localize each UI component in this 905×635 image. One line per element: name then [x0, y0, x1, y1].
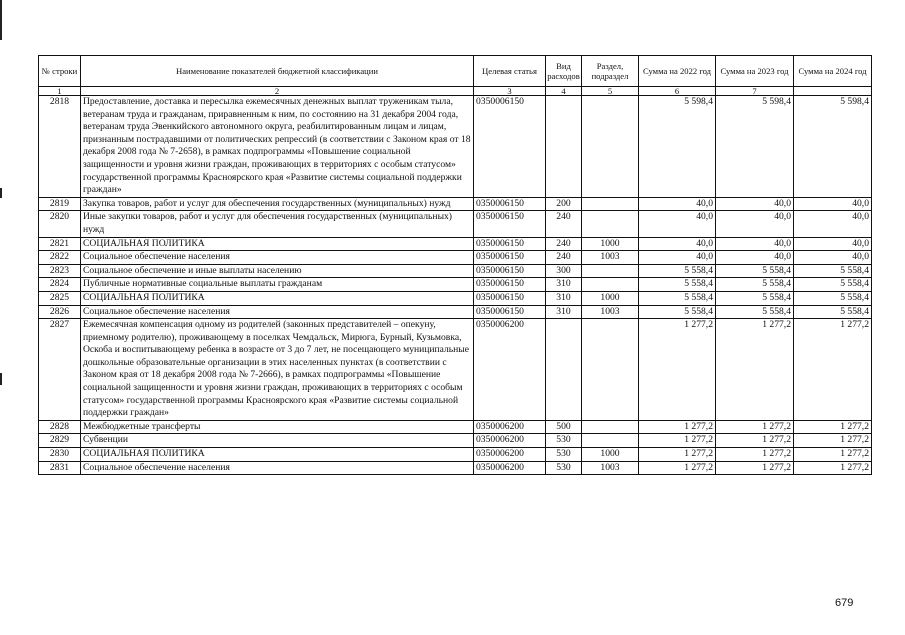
row-name: Социальное обеспечение населения: [81, 305, 474, 319]
table-row: [39, 264, 872, 278]
row-name: Закупка товаров, работ и услуг для обеспечения государственных (муниципальных) нужд: [81, 197, 474, 211]
sum-2023: 40,0: [716, 197, 794, 211]
sum-2024: 40,0: [794, 197, 872, 211]
column-number: [794, 87, 872, 96]
table-row: [39, 251, 872, 265]
header-target: Целевая статья: [474, 56, 546, 87]
sum-2023: 5 598,4: [716, 96, 794, 198]
section-code: [582, 278, 639, 292]
target-code: 0350006150: [474, 251, 546, 265]
column-number: 6: [639, 87, 716, 96]
expense-type: 530: [546, 448, 582, 462]
sum-2022: 40,0: [639, 211, 716, 237]
header-sum-2022: Сумма на 2022 год: [639, 56, 716, 87]
section-code: 1000: [582, 448, 639, 462]
expense-type: [546, 319, 582, 421]
section-code: [582, 264, 639, 278]
section-code: [582, 319, 639, 421]
sum-2023: 5 558,4: [716, 305, 794, 319]
sum-2022: 1 277,2: [639, 319, 716, 421]
expense-type: 310: [546, 305, 582, 319]
table-row: [39, 291, 872, 305]
expense-type: 310: [546, 278, 582, 292]
sum-2022: 5 558,4: [639, 305, 716, 319]
row-number: 2826: [39, 305, 81, 319]
sum-2023: 1 277,2: [716, 420, 794, 434]
target-code: 0350006150: [474, 305, 546, 319]
sum-2023: 1 277,2: [716, 434, 794, 448]
expense-type: [546, 96, 582, 198]
expense-type: 240: [546, 211, 582, 237]
row-number: 2823: [39, 264, 81, 278]
section-code: 1003: [582, 461, 639, 475]
sum-2024: 1 277,2: [794, 461, 872, 475]
column-number: 5: [582, 87, 639, 96]
row-name: Ежемесячная компенсация одному из родителей (законных представителей – опекуну, приемному родителю), проживающему в поселках Чемдальск, Мирюга, Бурный, Кузьмовка, Оскоба и воспитывающему ребенка в возрасте от 3 до 7 лет, не посещающего муниципальные дошкольные образовательные организации в этих населенных пунктах (в соответствии с Законом края от 18 декабря 2008 года № 7-2666), в рамках подпрограммы «Повышение социальной защищенности и уровня жизни граждан, проживающих в территориях с особым статусом» государственной программы Красноярского края «Развитие системы социальной поддержки граждан»: [81, 319, 474, 421]
header-sum-2023: Сумма на 2023 год: [716, 56, 794, 87]
expense-type: 310: [546, 291, 582, 305]
table-row: [39, 448, 872, 462]
sum-2022: 5 558,4: [639, 291, 716, 305]
header-sum-2024: Сумма на 2024 год: [794, 56, 872, 87]
sum-2024: 1 277,2: [794, 448, 872, 462]
column-number: 2: [81, 87, 474, 96]
target-code: 0350006200: [474, 420, 546, 434]
sum-2023: 40,0: [716, 251, 794, 265]
header-name: Наименование показателей бюджетной классификации: [81, 56, 474, 87]
row-number: 2829: [39, 434, 81, 448]
section-code: [582, 96, 639, 198]
expense-type: 530: [546, 461, 582, 475]
sum-2022: 40,0: [639, 237, 716, 251]
sum-2023: 1 277,2: [716, 319, 794, 421]
sum-2024: 40,0: [794, 237, 872, 251]
target-code: 0350006150: [474, 264, 546, 278]
section-code: 1003: [582, 251, 639, 265]
section-code: 1000: [582, 291, 639, 305]
sum-2024: 1 277,2: [794, 434, 872, 448]
expense-type: 240: [546, 237, 582, 251]
row-number: 2820: [39, 211, 81, 237]
row-name: СОЦИАЛЬНАЯ ПОЛИТИКА: [81, 237, 474, 251]
row-number: 2830: [39, 448, 81, 462]
row-number: 2831: [39, 461, 81, 475]
sum-2023: 1 277,2: [716, 448, 794, 462]
target-code: 0350006200: [474, 461, 546, 475]
scan-edge-mark: [0, 188, 2, 198]
expense-type: 500: [546, 420, 582, 434]
header-section: Раздел, подраздел: [582, 56, 639, 87]
column-number-row: [39, 87, 872, 96]
sum-2023: 40,0: [716, 237, 794, 251]
section-code: [582, 434, 639, 448]
table-row: [39, 197, 872, 211]
sum-2022: 1 277,2: [639, 434, 716, 448]
column-number: 4: [546, 87, 582, 96]
target-code: 0350006200: [474, 319, 546, 421]
sum-2024: 5 558,4: [794, 291, 872, 305]
scan-edge-mark: [0, 373, 2, 385]
row-name: Социальное обеспечение населения: [81, 251, 474, 265]
sum-2022: 5 558,4: [639, 278, 716, 292]
header-expense-type: Вид расходов: [546, 56, 582, 87]
header-row: [39, 56, 872, 87]
row-name: Субвенции: [81, 434, 474, 448]
row-name: СОЦИАЛЬНАЯ ПОЛИТИКА: [81, 448, 474, 462]
sum-2023: 40,0: [716, 211, 794, 237]
sum-2024: 40,0: [794, 251, 872, 265]
expense-type: 200: [546, 197, 582, 211]
sum-2022: 40,0: [639, 197, 716, 211]
scan-edge-mark: [0, 0, 2, 40]
target-code: 0350006200: [474, 434, 546, 448]
target-code: 0350006150: [474, 211, 546, 237]
row-number: 2821: [39, 237, 81, 251]
sum-2024: 1 277,2: [794, 420, 872, 434]
table-row: [39, 434, 872, 448]
row-number: 2819: [39, 197, 81, 211]
sum-2022: 1 277,2: [639, 420, 716, 434]
sum-2024: 40,0: [794, 211, 872, 237]
budget-table: [38, 55, 872, 475]
section-code: 1000: [582, 237, 639, 251]
sum-2023: 5 558,4: [716, 278, 794, 292]
sum-2023: 5 558,4: [716, 264, 794, 278]
sum-2024: 5 558,4: [794, 278, 872, 292]
row-name: Социальное обеспечение населения: [81, 461, 474, 475]
target-code: 0350006200: [474, 448, 546, 462]
sum-2024: 5 598,4: [794, 96, 872, 198]
table-row: [39, 461, 872, 475]
target-code: 0350006150: [474, 237, 546, 251]
target-code: 0350006150: [474, 291, 546, 305]
table-row: [39, 278, 872, 292]
sum-2023: 5 558,4: [716, 291, 794, 305]
sum-2024: 1 277,2: [794, 319, 872, 421]
page-number: 679: [835, 597, 854, 609]
row-number: 2818: [39, 96, 81, 198]
row-name: Предоставление, доставка и пересылка ежемесячных денежных выплат труженикам тыла, ветеранам труда и гражданам, приравненным к ним, по состоянию на 31 декабря 2004 года, ветеранам труда Эвенкийского автономного округа, реабилитированным лицам и лицам, признанным пострадавшими от политических репрессий (в соответствии с Законом края от 18 декабря 2008 года № 7-2658), в рамках подпрограммы «Повышение социальной защищенности и уровня жизни граждан, проживающих в территориях с особым статусом» государственной программы Красноярского края «Развитие системы социальной поддержки граждан»: [81, 96, 474, 198]
column-number: 1: [39, 87, 81, 96]
table-row: [39, 420, 872, 434]
section-code: [582, 197, 639, 211]
row-name: СОЦИАЛЬНАЯ ПОЛИТИКА: [81, 291, 474, 305]
sum-2023: 1 277,2: [716, 461, 794, 475]
sum-2022: 5 558,4: [639, 264, 716, 278]
table-row: [39, 305, 872, 319]
target-code: 0350006150: [474, 96, 546, 198]
target-code: 0350006150: [474, 278, 546, 292]
target-code: 0350006150: [474, 197, 546, 211]
row-name: Иные закупки товаров, работ и услуг для обеспечения государственных (муниципальных) нужд: [81, 211, 474, 237]
expense-type: 530: [546, 434, 582, 448]
sum-2022: 1 277,2: [639, 461, 716, 475]
table-row: [39, 96, 872, 198]
table-row: [39, 211, 872, 237]
row-name: Межбюджетные трансферты: [81, 420, 474, 434]
sum-2024: 5 558,4: [794, 264, 872, 278]
table-row: [39, 237, 872, 251]
sum-2024: 5 558,4: [794, 305, 872, 319]
header-row-num: № строки: [39, 56, 81, 87]
row-name: Публичные нормативные социальные выплаты гражданам: [81, 278, 474, 292]
section-code: [582, 420, 639, 434]
row-number: 2827: [39, 319, 81, 421]
table-row: [39, 319, 872, 421]
row-number: 2825: [39, 291, 81, 305]
expense-type: 300: [546, 264, 582, 278]
row-number: 2828: [39, 420, 81, 434]
row-name: Социальное обеспечение и иные выплаты населению: [81, 264, 474, 278]
sum-2022: 40,0: [639, 251, 716, 265]
sum-2022: 1 277,2: [639, 448, 716, 462]
expense-type: 240: [546, 251, 582, 265]
row-number: 2824: [39, 278, 81, 292]
column-number: 7: [716, 87, 794, 96]
section-code: [582, 211, 639, 237]
row-number: 2822: [39, 251, 81, 265]
sum-2022: 5 598,4: [639, 96, 716, 198]
section-code: 1003: [582, 305, 639, 319]
column-number: 3: [474, 87, 546, 96]
